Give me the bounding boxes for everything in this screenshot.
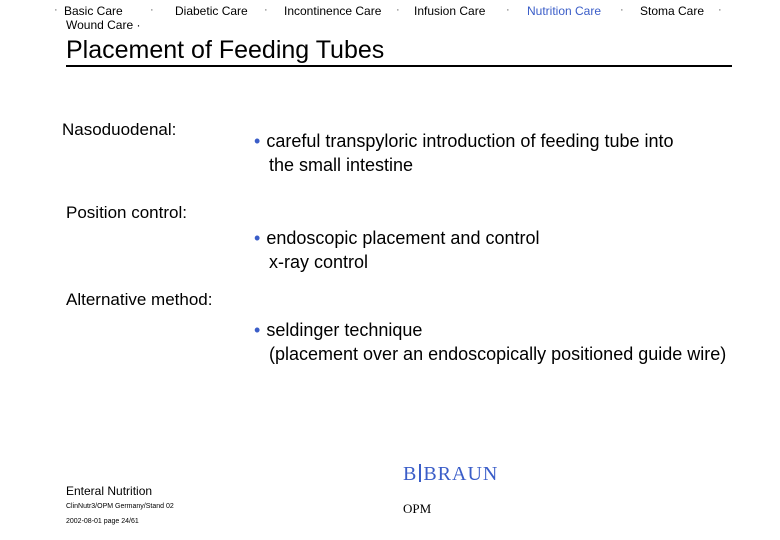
nav-separator: · xyxy=(620,4,624,16)
nav-separator: · xyxy=(396,4,400,16)
footer-source: ClinNutr3/OPM Germany/Stand 02 xyxy=(66,503,174,510)
nav-item-wound-care[interactable] xyxy=(66,18,141,32)
bullet-nasoduodenal xyxy=(254,129,674,177)
nav-separator: · xyxy=(150,4,154,16)
nav-item-wound-care-label: Wound Care xyxy=(66,18,134,32)
nav-separator: · xyxy=(136,18,141,32)
nav-item-diabetic-care[interactable]: Diabetic Care xyxy=(175,4,248,18)
bullet-text: careful transpyloric introduction of feeding tube into xyxy=(266,131,674,151)
top-navigation xyxy=(0,0,780,36)
nav-separator: · xyxy=(506,4,510,16)
logo-wordmark: BRAUN xyxy=(423,463,499,485)
nav-item-nutrition-care[interactable]: Nutrition Care xyxy=(527,4,602,18)
nav-separator: · xyxy=(264,4,268,16)
title-underline xyxy=(66,65,732,67)
footer-date-page: 2002-08-01 page 24/61 xyxy=(66,518,139,525)
section-label-alternative-method: Alternative method: xyxy=(66,290,213,309)
bullet-position-control xyxy=(254,226,540,274)
section-label-position-control: Position control: xyxy=(66,203,187,222)
section-label-nasoduodenal: Nasoduodenal: xyxy=(62,120,177,139)
bullet-dot-icon: • xyxy=(254,320,261,340)
bullet-dot-icon: • xyxy=(254,131,261,151)
bullet-text: endoscopic placement and control xyxy=(266,228,540,248)
bullet-continuation: the small intestine xyxy=(269,155,414,175)
bullet-text: seldinger technique xyxy=(266,320,423,340)
slide-title: Placement of Feeding Tubes xyxy=(66,36,385,64)
bullet-dot-icon: • xyxy=(254,228,261,248)
nav-item-basic-care[interactable]: Basic Care xyxy=(64,4,123,18)
logo-divider xyxy=(419,464,421,482)
nav-separator: · xyxy=(718,4,722,16)
nav-separator: · xyxy=(54,4,58,16)
bullet-continuation: (placement over an endoscopically positioned guide wire) xyxy=(269,344,727,364)
bullet-continuation: x-ray control xyxy=(269,252,369,272)
nav-item-stoma-care[interactable]: Stoma Care xyxy=(640,4,705,18)
logo-letter: B xyxy=(403,463,418,485)
bbraun-logo xyxy=(403,463,498,486)
logo-subtitle: OPM xyxy=(403,501,432,516)
nav-item-incontinence-care[interactable]: Incontinence Care xyxy=(284,4,382,18)
nav-item-infusion-care[interactable]: Infusion Care xyxy=(414,4,486,18)
bullet-alternative-method xyxy=(254,318,726,366)
footer-title: Enteral Nutrition xyxy=(66,484,153,498)
